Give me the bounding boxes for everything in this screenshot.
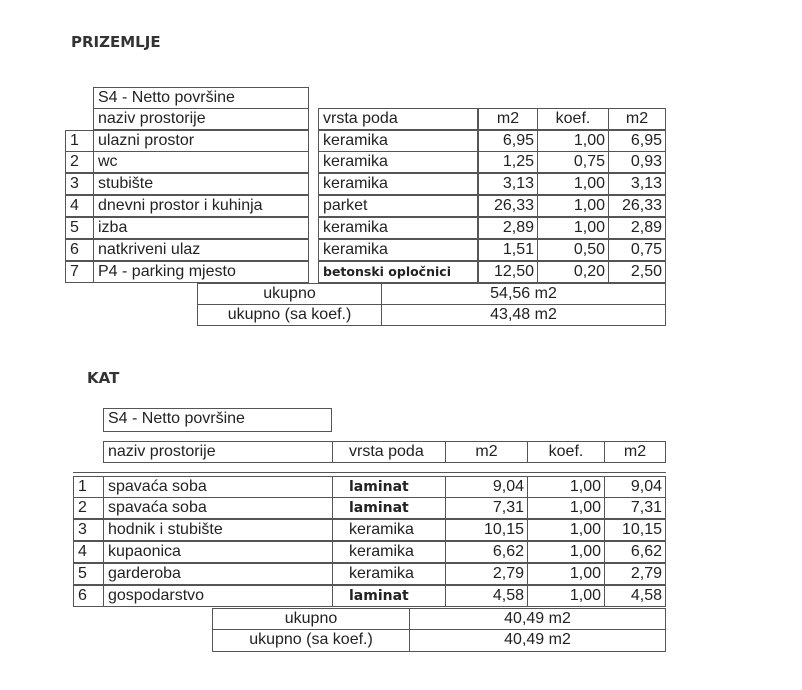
row-number: 6 — [73, 585, 104, 607]
header-room-name: naziv prostorije — [103, 441, 333, 463]
coef-value: 0,50 — [537, 239, 609, 261]
floor-type: betonski opločnici — [318, 261, 478, 283]
net-area-value: 3,13 — [608, 173, 666, 195]
coef-value: 1,00 — [527, 585, 605, 607]
area-value: 2,89 — [478, 217, 538, 239]
area-value: 6,95 — [478, 130, 538, 152]
room-name: natkriveni ulaz — [93, 239, 309, 261]
floor-type: keramika — [318, 173, 478, 195]
coef-value: 1,00 — [527, 541, 605, 563]
coef-value: 1,00 — [527, 497, 605, 519]
room-name: P4 - parking mjesto — [93, 261, 309, 283]
room-name: dnevni prostor i kuhinja — [93, 195, 309, 217]
coef-value: 1,00 — [537, 130, 609, 152]
floor-type: keramika — [318, 151, 478, 173]
area-value: 6,62 — [445, 541, 528, 563]
floor-type: laminat — [332, 476, 446, 498]
section-heading-kat: KAT — [87, 369, 120, 387]
room-name: stubište — [93, 173, 309, 195]
coef-value: 1,00 — [527, 519, 605, 541]
total-coef-value: 40,49 m2 — [409, 629, 666, 652]
area-value: 12,50 — [478, 261, 538, 283]
net-area-value: 2,50 — [608, 261, 666, 283]
floor-type: keramika — [332, 563, 446, 585]
header-area: m2 — [478, 108, 538, 130]
room-name: izba — [93, 217, 309, 239]
net-area-value: 26,33 — [608, 195, 666, 217]
room-name: garderoba — [103, 563, 333, 585]
net-area-value: 9,04 — [604, 476, 666, 498]
row-number: 5 — [65, 217, 94, 239]
total-label: ukupno — [197, 283, 382, 305]
row-number: 2 — [73, 497, 104, 519]
row-number: 1 — [65, 130, 94, 152]
header-coef: koef. — [527, 441, 605, 463]
row-number: 4 — [65, 195, 94, 217]
area-value: 2,79 — [445, 563, 528, 585]
row-number: 3 — [65, 173, 94, 195]
floor-type: keramika — [332, 519, 446, 541]
header-net-area: m2 — [608, 108, 666, 130]
floor-type: keramika — [332, 541, 446, 563]
row-number: 2 — [65, 151, 94, 173]
net-area-value: 2,89 — [608, 217, 666, 239]
coef-value: 0,20 — [537, 261, 609, 283]
total-label: ukupno — [212, 608, 410, 630]
total-coef-label: ukupno (sa koef.) — [212, 629, 410, 652]
floor-type: parket — [318, 195, 478, 217]
coef-value: 1,00 — [527, 563, 605, 585]
divider — [73, 472, 666, 473]
net-area-value: 7,31 — [604, 497, 666, 519]
room-name: spavaća soba — [103, 497, 333, 519]
header-area: m2 — [445, 441, 528, 463]
room-name: gospodarstvo — [103, 585, 333, 607]
row-number: 1 — [73, 476, 104, 498]
coef-value: 1,00 — [527, 476, 605, 498]
total-coef-value: 43,48 m2 — [381, 304, 666, 326]
room-name: hodnik i stubište — [103, 519, 333, 541]
net-area-value: 6,62 — [604, 541, 666, 563]
total-value: 54,56 m2 — [381, 283, 666, 305]
row-number: 6 — [65, 239, 94, 261]
header-net-area: m2 — [604, 441, 666, 463]
area-value: 7,31 — [445, 497, 528, 519]
header-coef: koef. — [537, 108, 609, 130]
room-name: wc — [93, 151, 309, 173]
coef-value: 1,00 — [537, 173, 609, 195]
floor-type: laminat — [332, 497, 446, 519]
header-floor-type: vrsta poda — [332, 441, 446, 463]
total-value: 40,49 m2 — [409, 608, 666, 630]
room-name: ulazni prostor — [93, 130, 309, 152]
total-coef-label: ukupno (sa koef.) — [197, 304, 382, 326]
table-title: S4 - Netto površine — [93, 87, 309, 109]
header-room-name: naziv prostorije — [93, 108, 309, 130]
area-value: 1,51 — [478, 239, 538, 261]
coef-value: 0,75 — [537, 151, 609, 173]
coef-value: 1,00 — [537, 195, 609, 217]
net-area-value: 4,58 — [604, 585, 666, 607]
net-area-value: 2,79 — [604, 563, 666, 585]
area-value: 1,25 — [478, 151, 538, 173]
floor-type: keramika — [318, 130, 478, 152]
section-heading-prizemlje: PRIZEMLJE — [71, 33, 161, 51]
net-area-value: 10,15 — [604, 519, 666, 541]
row-number: 5 — [73, 563, 104, 585]
net-area-value: 0,93 — [608, 151, 666, 173]
room-name: spavaća soba — [103, 476, 333, 498]
floor-type: keramika — [318, 217, 478, 239]
net-area-value: 6,95 — [608, 130, 666, 152]
area-value: 26,33 — [478, 195, 538, 217]
row-number: 4 — [73, 541, 104, 563]
row-number: 7 — [65, 261, 94, 283]
area-value: 10,15 — [445, 519, 528, 541]
row-number: 3 — [73, 519, 104, 541]
area-value: 4,58 — [445, 585, 528, 607]
area-value: 3,13 — [478, 173, 538, 195]
room-name: kupaonica — [103, 541, 333, 563]
area-value: 9,04 — [445, 476, 528, 498]
net-area-value: 0,75 — [608, 239, 666, 261]
table-title: S4 - Netto površine — [103, 408, 332, 432]
header-floor-type: vrsta poda — [318, 108, 478, 130]
floor-type: keramika — [318, 239, 478, 261]
floor-type: laminat — [332, 585, 446, 607]
coef-value: 1,00 — [537, 217, 609, 239]
